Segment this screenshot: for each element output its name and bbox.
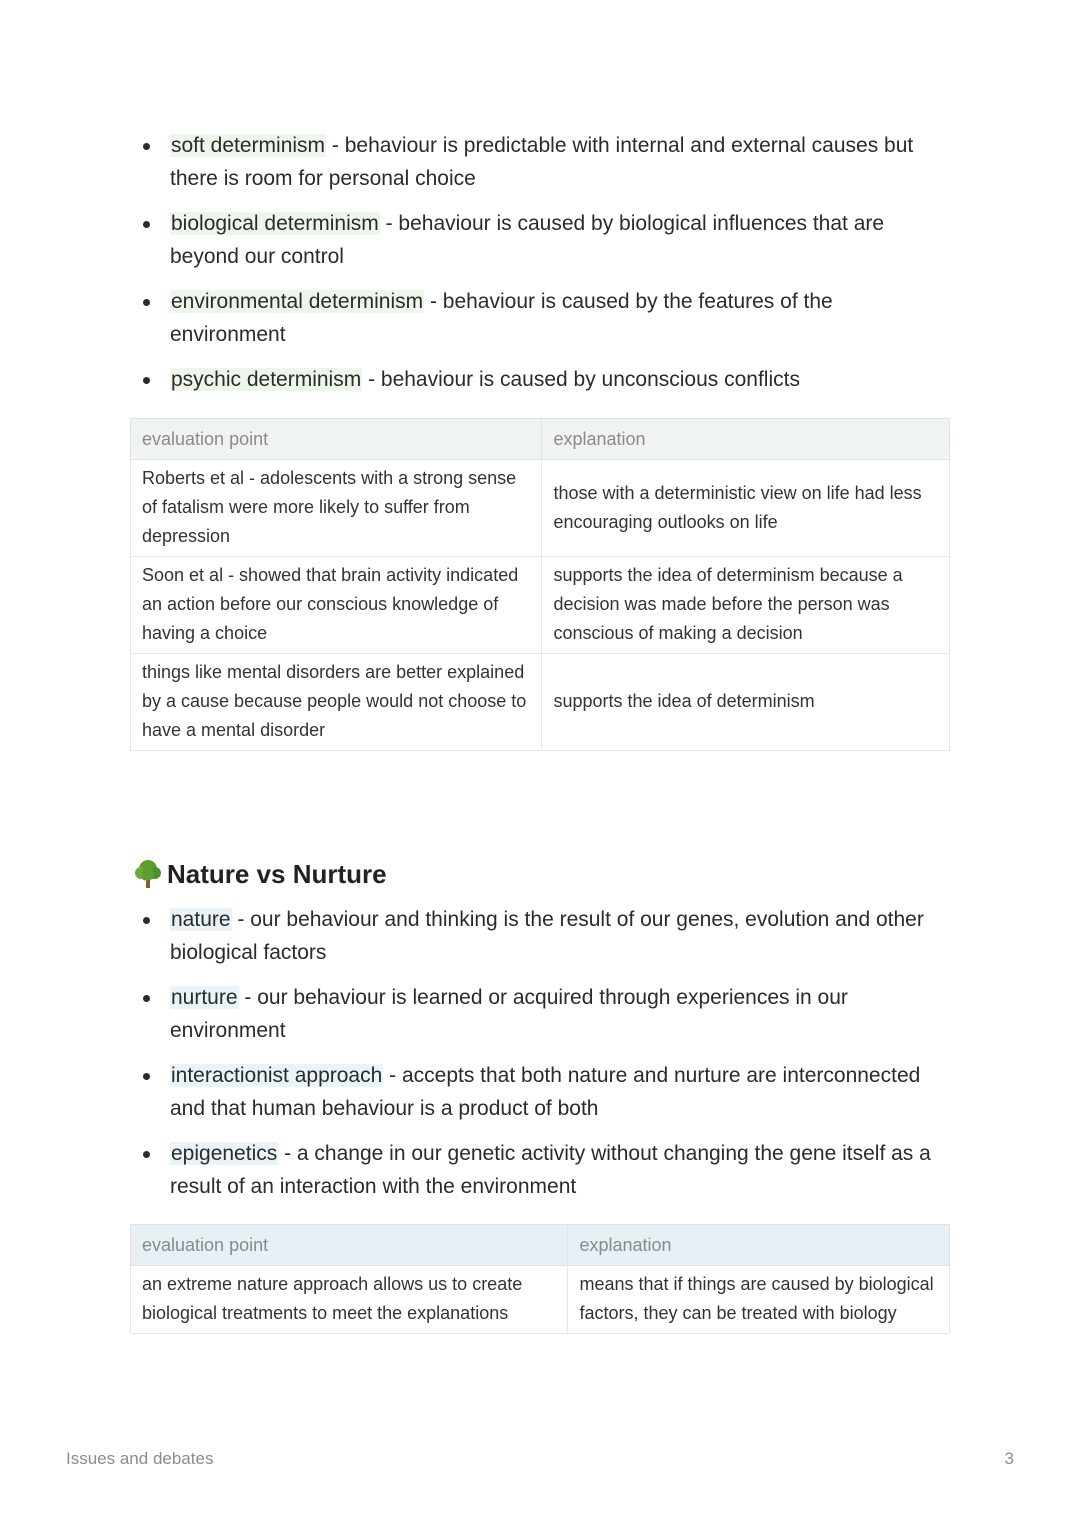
term: nurture bbox=[171, 986, 238, 1009]
definition: - behaviour is predictable with internal and external causes but there is room for personal choice bbox=[170, 134, 914, 190]
nature-nurture-list bbox=[140, 903, 950, 1215]
table-cell: supports the idea of determinism because a decision was made before the person was conscious of making a decision bbox=[542, 557, 950, 654]
determinism-evaluation-table bbox=[130, 418, 950, 751]
column-header: explanation bbox=[568, 1225, 950, 1266]
term: epigenetics bbox=[171, 1142, 278, 1165]
definition: - accepts that both nature and nurture are interconnected and that human behaviour is a product of both bbox=[170, 1064, 921, 1120]
list-item bbox=[140, 363, 950, 396]
footer-title: Issues and debates bbox=[66, 1449, 214, 1468]
table-header-row bbox=[131, 419, 950, 460]
section-heading bbox=[132, 858, 387, 890]
table-cell: means that if things are caused by biological factors, they can be treated with biology bbox=[568, 1266, 950, 1334]
definition: - behaviour is caused by biological influences that are beyond our control bbox=[170, 212, 885, 268]
table-cell: supports the idea of determinism bbox=[542, 654, 950, 751]
term: psychic determinism bbox=[171, 368, 362, 391]
table-row bbox=[131, 460, 950, 557]
tree-icon bbox=[132, 858, 164, 890]
list-item bbox=[140, 129, 950, 195]
bullet-icon bbox=[143, 1073, 150, 1080]
term: environmental determinism bbox=[171, 290, 424, 313]
table-cell: things like mental disorders are better explained by a cause because people would not choose to have a mental disorder bbox=[131, 654, 542, 751]
bullet-icon bbox=[143, 299, 150, 306]
bullet-icon bbox=[143, 917, 150, 924]
list-item bbox=[140, 903, 950, 969]
table-cell: Roberts et al - adolescents with a strong sense of fatalism were more likely to suffer from depression bbox=[131, 460, 542, 557]
column-header: evaluation point bbox=[131, 1225, 568, 1266]
table-header-row bbox=[131, 1225, 950, 1266]
column-header: evaluation point bbox=[131, 419, 542, 460]
section-title: Nature vs Nurture bbox=[167, 858, 387, 889]
list-item bbox=[140, 1059, 950, 1125]
table-cell: an extreme nature approach allows us to create biological treatments to meet the explanations bbox=[131, 1266, 568, 1334]
bullet-icon bbox=[143, 221, 150, 228]
list-item bbox=[140, 1137, 950, 1203]
determinism-list bbox=[140, 129, 950, 408]
nature-nurture-evaluation-table bbox=[130, 1224, 950, 1334]
term: soft determinism bbox=[171, 134, 326, 157]
list-item bbox=[140, 285, 950, 351]
list-item bbox=[140, 207, 950, 273]
table-row bbox=[131, 1266, 950, 1334]
definition: - a change in our genetic activity without changing the gene itself as a result of an interaction with the environment bbox=[170, 1142, 931, 1198]
bullet-icon bbox=[143, 1151, 150, 1158]
list-item bbox=[140, 981, 950, 1047]
table-row bbox=[131, 557, 950, 654]
table-cell: those with a deterministic view on life had less encouraging outlooks on life bbox=[542, 460, 950, 557]
term: nature bbox=[171, 908, 231, 931]
definition: - behaviour is caused by unconscious conflicts bbox=[362, 368, 800, 391]
definition: - our behaviour and thinking is the result of our genes, evolution and other biological factors bbox=[170, 908, 924, 964]
definition: - behaviour is caused by the features of the environment bbox=[170, 290, 833, 346]
term: interactionist approach bbox=[171, 1064, 383, 1087]
bullet-icon bbox=[143, 995, 150, 1002]
definition: - our behaviour is learned or acquired through experiences in our environment bbox=[170, 986, 848, 1042]
bullet-icon bbox=[143, 143, 150, 150]
bullet-icon bbox=[143, 377, 150, 384]
term: biological determinism bbox=[171, 212, 379, 235]
column-header: explanation bbox=[542, 419, 950, 460]
table-row bbox=[131, 654, 950, 751]
page-number: 3 bbox=[1004, 1449, 1014, 1468]
table-cell: Soon et al - showed that brain activity indicated an action before our conscious knowledge of having a choice bbox=[131, 557, 542, 654]
